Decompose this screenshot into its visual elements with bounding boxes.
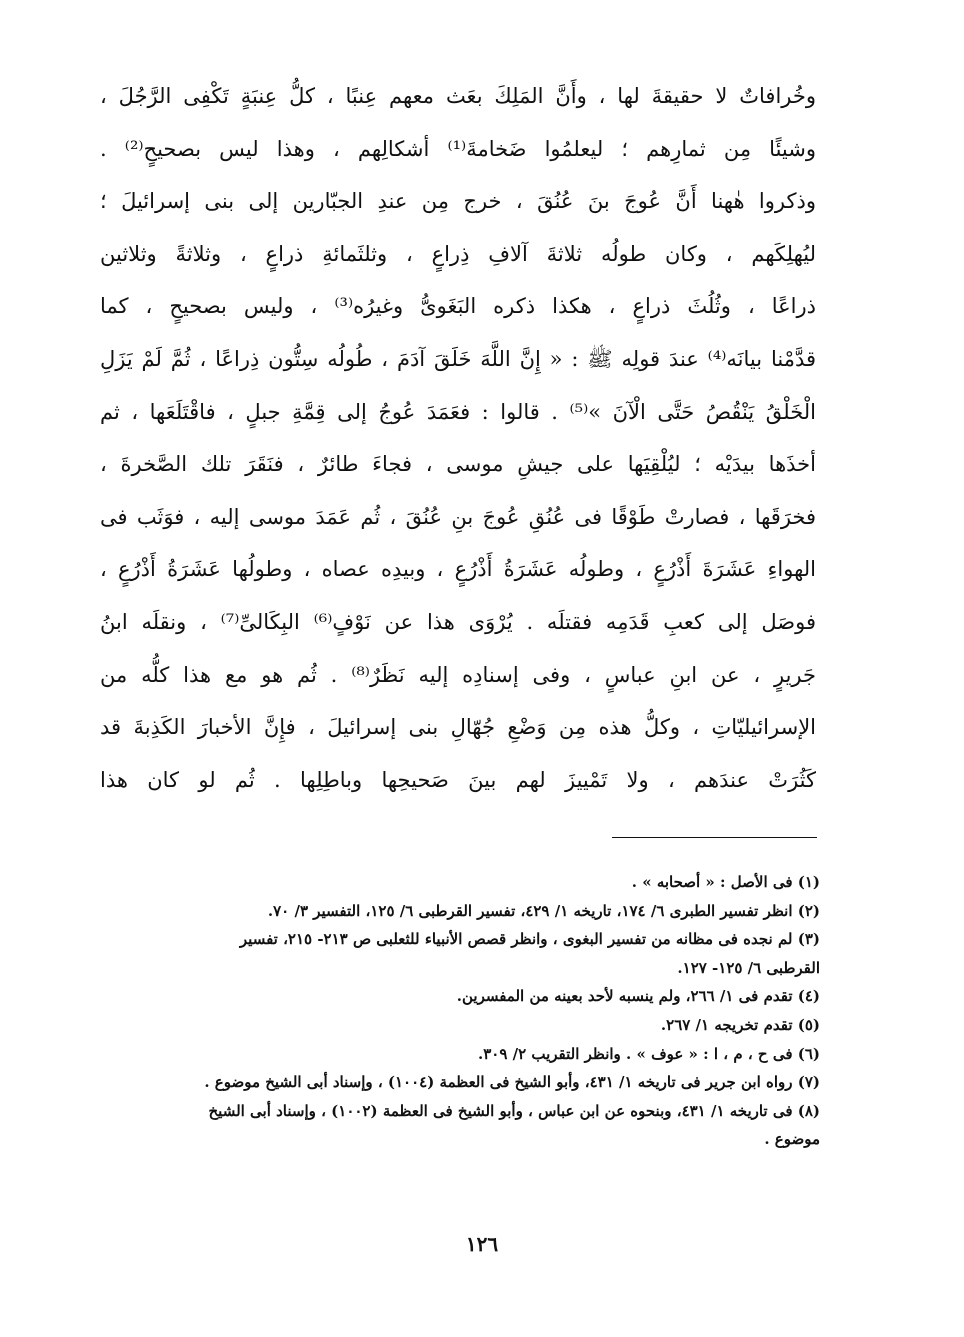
footnote-1: (١) فى الأصل : « أصحابه » .	[631, 873, 820, 891]
text-line-1: وخُرافاتٌ لا حقيقةَ لها ، وأَنَّ المَلِكَ بعَث معهم عِنبًا ، كلُّ عِنبَةٍ تَكْفِى الرَّجُلَ ،	[100, 84, 816, 108]
footnote-4: (٤) تقدم فى ١/ ٢٦٦، ولم ينسبه لأحد بعينه من المفسرين.	[456, 987, 820, 1006]
footnotes	[150, 868, 820, 1154]
text-line-11: فوصَل إلى كعبِ قَدَمِه فقتلَه . يُرْوَى هذا عن نَوْفٍ⁽⁶⁾ البِكَالىِّ⁽⁷⁾ ، ونقلَه ابنُ	[100, 609, 816, 634]
text-line-7: الْخَلْقُ يَنْقُصُ حَتَّى الْآنَ »⁽⁵⁾ . قالوا : فعَمَدَ عُوجُ إلى قِمَّةِ جبلٍ ، فاقْتَلَعَها ، ثم	[100, 399, 816, 424]
text-line-2: وشيئًا مِن ثمارِهم ؛ ليعلمُوا ضَخامةَ⁽¹⁾ أشكالِهم ، وهذا ليس بصحيحٍ⁽²⁾ .	[100, 136, 816, 161]
footnote-3-continued: القرطبى ٦/ ١٢٥- ١٢٧.	[677, 958, 820, 977]
footnote-8: (٨) فى تاريخه ١/ ٤٣١، وبنحوه عن ابن عباس ، وأبو الشيخ فى العظمة (١٠٠٢) ، وإسناد أبى الشيخ	[208, 1101, 820, 1120]
text-line-14: كَثُرَتْ عندَهم ، ولا تَمْييزَ لهم بينَ صَحيحِها وباطِلِها . ثُم لو كان هذا	[100, 767, 816, 792]
text-line-5: ذراعًا ، وثُلُثَ ذراعٍ ، هكذا ذكره البَغَوىُّ وغيرُه⁽³⁾ ، وليس بصحيحٍ ، كما	[100, 294, 816, 319]
footnote-separator	[612, 837, 817, 838]
page-number: ١٢٦	[465, 1232, 499, 1256]
text-line-6: قدَّمْنا بيانَه⁽⁴⁾ عندَ قولِه ﷺ : « إِنَّ اللَّهَ خَلَقَ آدَمَ ، طُولُه سِتُّون ذِراعًا ، ثُمَّ لَمْ يَزَلِ	[100, 346, 816, 371]
text-line-10: الهواءِ عَشَرَةَ أَذْرُعٍ ، وطولُه عَشَرَةُ أَذْرُعٍ ، وبيدِه عصاه ، وطولُها عَشَرَةُ أَذْرُعٍ ،	[100, 557, 816, 582]
main-text	[100, 70, 816, 806]
footnote-7: (٧) رواه ابن جرير فى تاريخه ١/ ٤٣١، وأبو الشيخ فى العظمة (١٠٠٤) ، وإسناد أبى الشيخ موضوع .	[204, 1073, 820, 1092]
text-line-8: أخذَها بيدَيْه ؛ ليُلْقِيَها على جيشِ موسى ، فجاءَ طائرٌ ، فنَقَرَ تلك الصَّخرةَ ،	[100, 452, 816, 477]
text-line-9: فخرَقَها ، فصارتْ طَوْقًا فى عُنُقِ عُوجَ بنِ عُنُقَ ، ثُم عَمَدَ موسى إليه ، فوَثَب فى	[100, 504, 816, 529]
footnote-2: (٢) انظر تفسير الطبرى ٦/ ١٧٤، تاريخه ١/ ٤٢٩، تفسير القرطبى ٦/ ١٢٥، التفسير ٣/ ٧٠.	[267, 901, 820, 920]
footnote-5: (٥) تقدم تخريجه ١/ ٢٦٧.	[660, 1015, 820, 1034]
text-line-13: الإسرائيليّاتِ ، وكلُّ هذه مِن وَضْعِ جُهّالِ بنى إسرائيلَ ، فإِنَّ الأخبارَ الكَذِبةَ قد	[100, 715, 816, 740]
text-line-4: ليُهلِكَهم ، وكان طولُه ثلاثةَ آلافِ ذِراعٍ ، وثلثَمائةِ ذراعٍ ، وثلاثةً وثلاثين	[100, 241, 816, 266]
footnote-8-continued: موضوع .	[764, 1130, 820, 1149]
footnote-6: (٦) فى ح ، م ، ا : « عوف » . وانظر التقريب ٢/ ٣٠٩.	[477, 1044, 820, 1063]
text-line-3: وذكروا هٰهنا أَنَّ عُوجَ بنَ عُنُقَ ، خرج مِن عندِ الجبّارين إلى بنى إسرائيلَ ؛	[100, 189, 816, 214]
footnote-3: (٣) لم نجده فى مظانه من تفسير البغوى ، وانظر قصص الأنبياء للثعلبى ص ٢١٣- ٢١٥، تفسير	[239, 930, 820, 949]
text-line-12: جَريرٍ ، عن ابنِ عباسٍ ، وفى إسنادِه إليه نَظَرٌ⁽⁸⁾ . ثُم هو مع هذا كلُّه من	[100, 662, 816, 687]
